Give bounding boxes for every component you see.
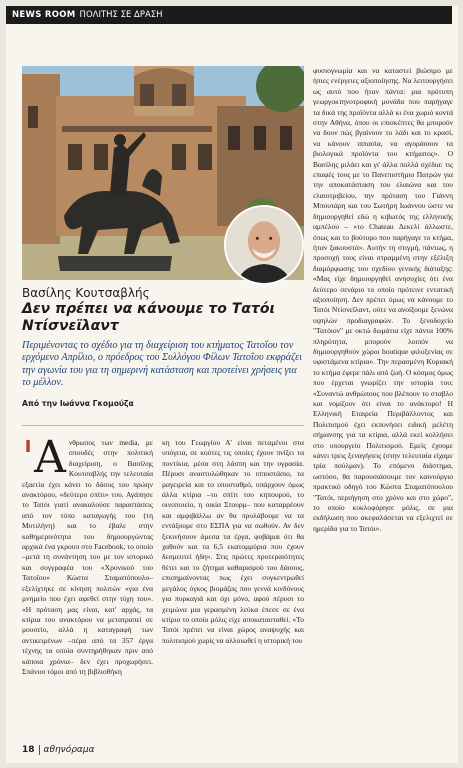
article-byline: Από την Ιωάννα Γκομούζα — [22, 399, 134, 408]
person-name: Βασίλης Κουτσαβλής — [22, 286, 150, 300]
subsection-label: ΠΟΛΙΤΗΣ ΣΕ ΔΡΑΣΗ — [79, 10, 163, 20]
article-column-3: φυσιογνωμία και να καταστεί βιώσιμο με ήπιες ενέργειες αξιοποίησης. Να λειτουργήσει ως αυτό που ήταν πάντα: μια πρότυπη γεωργοκτηνοτροφική μονάδα που παρήγαγε τα δικά της προϊόντα αλλά κι ένα χωριό κοντά στην Αθήνα, όπου οι επισκέπτες θα μπορούν να δουν πώς βγαίνουν το λάδι και το κρασί, να κάνουν ιππασία, να αγοράσουν τα βιολογικά προϊόντα του κτήματος». Ο Βασίλης μιλάει και γι' άλλα πολλά σχέδια: τις επαφές τους με το Πανεπιστήμιο Πατρών για την αποκατάσταση του ελαιώνα και του ελαιοτριβείου, την πρόταση του Γιάννη Μπουτάρη και του Σωτήρη Ιωάννου ώστε να δημιουργηθεί εδώ η κιβωτός της ελληνικής αμπέλου – «το Chateau Δεκελί άλλωστε, όπως και το βούτυρο που παρήγαγε το κτήμα, ήταν ξακουστά». Αυτήν τη στιγμή, πάντως, η προσοχή τους είναι στραμμένη στην εξέλιξη διαμόρφωσης του σχεδίου γενικής διάταξης: «Μας είχε δημιουργηθεί ανησυχίες ότι ένα δεύτερο σενάριο το οποίο πρότεινε εντατική αξιοποίηση. Δεν πρέπει όμως να κάνουμε το Τατόι Ντίσνεϊλαντ, ούτε να ανοίξουμε ξενώνα υψηλών προδιαγραφών. Το ξενοδοχείο "Τατόιον" με οκτώ δωμάτια είχε πάντα 100% πληρότητα, μπορούν λοιπόν να δημιουργηθούν χώροι boutique φιλοξενίας σε υφιστάμενα κτίρια». Την περασμένη Κυριακή το κτήμα έφερε πάλι από ζωή. Ο κόσμος όμως που έρχεται γνωρίζει την ιστορία του; «Συναντώ ανθρώπους που βλέπουν το σταβλο και νομίζουν ότι είναι το ανάκτορο! Η Ελληνική Εταιρεία Περιβάλλοντος και Πολιτισμού έχει εκπονήσει ειδική μελέτη σήμανσης για τα κτίρια, αλλά εκεί κολλήσει στο υπουργείο Πολιτισμού. Εμείς έχουμε κάνει τρεις ξεναγήσεις (στην τελευταία είχαμε τρία πούλμαν). Το επόμενο διάστημα, ωστόσο, θα παρουσιάσουμε τον καινούργιο πρακτικό οδηγό του Κώστα Σταματόπουλου "Τατόι, περιήγηση στο χρόνο και στο χώρο", το οποίο κυκλοφόρησε μόλις, σε μια εκδήλωση που ακεφαλάσεται να εξελιχτεί σε ημερίδα για το Τατόι». — [313, 66, 453, 533]
magazine-name: αθηνόραμα — [43, 745, 95, 755]
portrait-illustration — [226, 207, 302, 283]
portrait-photo — [224, 205, 304, 285]
column-1-text: νθρωπος των media, με σπουδές στην πολιτική διαχείριση, ο Βασίλης Κουτσαβλής την τελευταία εξαετία έχει κάνει το δάσος του πρώην ανακτόρου, «δεύτερο σπίτι» του. Αγάπησε το Τατόι γιατί ανακαλούσε παραστάσεις από τον τόπο καταγωγής του (τη Μυτιλήνη) και το έβαλε στην καθημερινότητα του δημιουργώντας αρχικά ένα γκρουπ στο Facebook, το οποίο –μετά τη συνάντηση του με τον ιστορικό και συγγραφέα του «Χρονικού του Τατοΐου» Κώστα Σταματόπουλο– εξελίχτηκε σε κίνηση πολιτών «για ένα μνημείο που έχει αφεθεί στην τύχη του». «Η πρόταση μας είναι, κατ' αρχάς, τα κτίρια του ανακτόρου να μετατραπεί σε μουσείο, αλλά η καταγραφή των αντικειμένων –πέρα από τα 357 έργα τέχνης τα οποία συντηρήθηκαν πριν από κάποια χρόνια– δεν έχει προχωρήσει. Σπάνιοι τόμοι από τη βιβλιοθήκη — [22, 438, 153, 676]
footer-separator — [39, 745, 40, 755]
section-header — [6, 6, 452, 24]
article-lead: Περιμένοντας το σχέδιο για τη διαχείριση του κτήματος Τατοΐου τον ερχόμενο Απρίλιο, ο πρόεδρος του Συλλόγου Φίλων Τατοΐου εκφράζει την αγωνία του για τη σημερινή κατάσταση και προτείνει χρήσεις για το μέλλον. — [22, 340, 302, 389]
article-title: Δεν πρέπει να κάνουμε το Τατόι Ντίσνεϊλαντ — [22, 301, 275, 334]
divider — [22, 425, 304, 426]
article-column-1 — [22, 438, 153, 736]
section-label: NEWS ROOM — [12, 10, 76, 20]
page-number: 18 — [22, 745, 35, 755]
article-column-2: κη του Γεωργίου Α' είναι πεταμένοι στα υπόγεια, σε κούτες τις οποίες έχουν πνίξει τα ποντίκια, μέσα στη λάσπη και την υγρασία. Πέρυσι αναστυλώθηκαν το ιπποστάσιο, τα μαγειρεία και το υποσταθμό, υπάρχουν όμως άλλα κτίρια –το σπίτι του κηπουρού, το οινοποιείο, η οικία Στουρμ– που καταρρέουν και αμφιβάλλω αν θα προλάβουμε να τα εντάξουμε στο ΕΣΠΑ για να σωθούν. Αν δεν ξεκινήσουν άμεσα τα έργα, φοβάμαι ότι θα χαθούν και τα 6,5 εκατομμύρια που έχουν δεσμευτεί ήδη». Στις πρώτες προτεραιότητες θέτει και το ζήτημα καθαρισμού του δάσους, επισημαίνοντας πως έχει συγκεντρωθεί μεγάλος όγκος βιομάζας που γεννά κινδύνους για πυρκαγιά και όχι μόνο, αφού πέρυσι το χειμώνα μια γερασμένη λεύκα έπεσε σε ένα κτίριο το οποίο μόλις είχε αποκατασταθεί. «Το Τατόι πρέπει να είναι χώρος αναψυχής και πολιτισμού χωρίς να αλλοιωθεί η ιστορική του — [162, 438, 304, 645]
page-footer — [22, 745, 95, 755]
drop-cap: 'Α — [22, 438, 66, 483]
